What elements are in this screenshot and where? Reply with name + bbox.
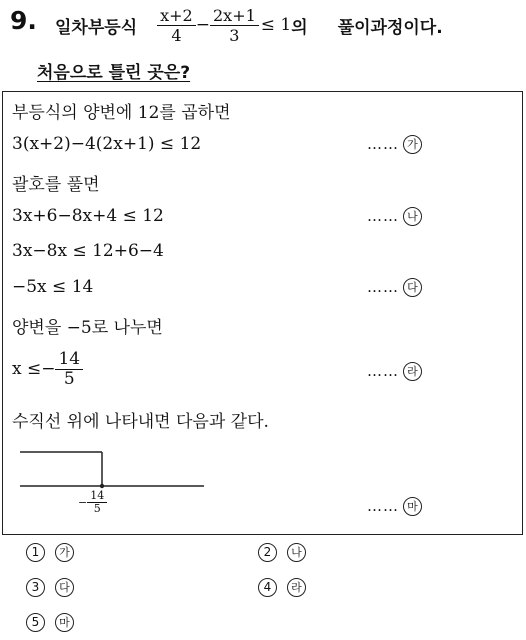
option-number: 3 (26, 578, 45, 597)
question-suffix: 의 (291, 17, 308, 38)
marker-na (367, 206, 422, 226)
inequality-right-fraction (210, 6, 259, 45)
option-2[interactable] (258, 542, 306, 562)
frac-denominator: 3 (229, 25, 240, 45)
step3-math: 3x−8x ≤ 12+6−4 (12, 241, 164, 261)
step1-math: 3(x+2)−4(2x+1) ≤ 12 (12, 134, 202, 154)
option-mark: 나 (287, 543, 306, 562)
option-number: 1 (26, 543, 45, 562)
marker-ra (367, 361, 422, 381)
question-prefix: 일차부등식 (55, 17, 138, 38)
leader-dots: …… (367, 278, 399, 296)
question-title-end: 풀이과정이다. (337, 17, 443, 38)
frac-denominator: 5 (63, 368, 75, 389)
inequality-left-fraction (157, 6, 196, 45)
option-number: 4 (258, 578, 277, 597)
marker-ga (367, 134, 422, 154)
inequality-minus: − (195, 15, 210, 35)
marker-da (367, 277, 422, 297)
frac-numerator: 2x+1 (210, 6, 259, 26)
numline-label (78, 490, 107, 515)
frac-numerator: 14 (55, 350, 83, 370)
leader-dots: …… (367, 362, 399, 380)
numline-label-minus: − (78, 496, 88, 509)
option-5[interactable] (26, 612, 74, 632)
circled-na: 나 (403, 207, 422, 226)
option-4[interactable] (258, 577, 306, 597)
step5-text: 양변을 −5로 나누면 (12, 318, 163, 338)
leader-dots: …… (367, 135, 399, 153)
marker-ma (367, 496, 422, 516)
circled-ma: 마 (403, 497, 422, 516)
question-line2: 처음으로 틀린 곳은? (37, 63, 191, 83)
boundary-point (100, 484, 104, 488)
inequality-tail: ≤ 1 (260, 15, 292, 35)
option-number: 5 (26, 613, 45, 632)
question-title (55, 2, 443, 48)
frac-numerator: x+2 (157, 6, 196, 26)
circled-ga: 가 (403, 135, 422, 154)
numline-label-fraction (87, 490, 107, 515)
option-mark: 다 (55, 578, 74, 597)
frac-denominator: 5 (93, 502, 101, 515)
step6-math (12, 346, 83, 392)
step4-math: −5x ≤ 14 (12, 277, 94, 297)
option-3[interactable] (26, 577, 74, 597)
step6-fraction (55, 350, 83, 389)
option-mark: 마 (55, 613, 74, 632)
step6-lhs: x ≤− (12, 359, 56, 379)
circled-da: 다 (403, 278, 422, 297)
step2-math: 3x+6−8x+4 ≤ 12 (12, 206, 164, 226)
option-mark: 라 (287, 578, 306, 597)
option-number: 2 (258, 543, 277, 562)
circled-ra: 라 (403, 362, 422, 381)
step7-text: 수직선 위에 나타내면 다음과 같다. (12, 412, 269, 432)
step1-text: 부등식의 양변에 12를 곱하면 (12, 103, 231, 123)
frac-numerator: 14 (87, 490, 107, 503)
leader-dots: …… (367, 497, 399, 515)
leader-dots: …… (367, 207, 399, 225)
step2-text: 괄호를 풀면 (12, 175, 100, 195)
option-mark: 가 (55, 543, 74, 562)
frac-denominator: 4 (171, 25, 182, 45)
number-line (14, 448, 214, 526)
option-1[interactable] (26, 542, 74, 562)
question-number: 9. (10, 6, 37, 35)
